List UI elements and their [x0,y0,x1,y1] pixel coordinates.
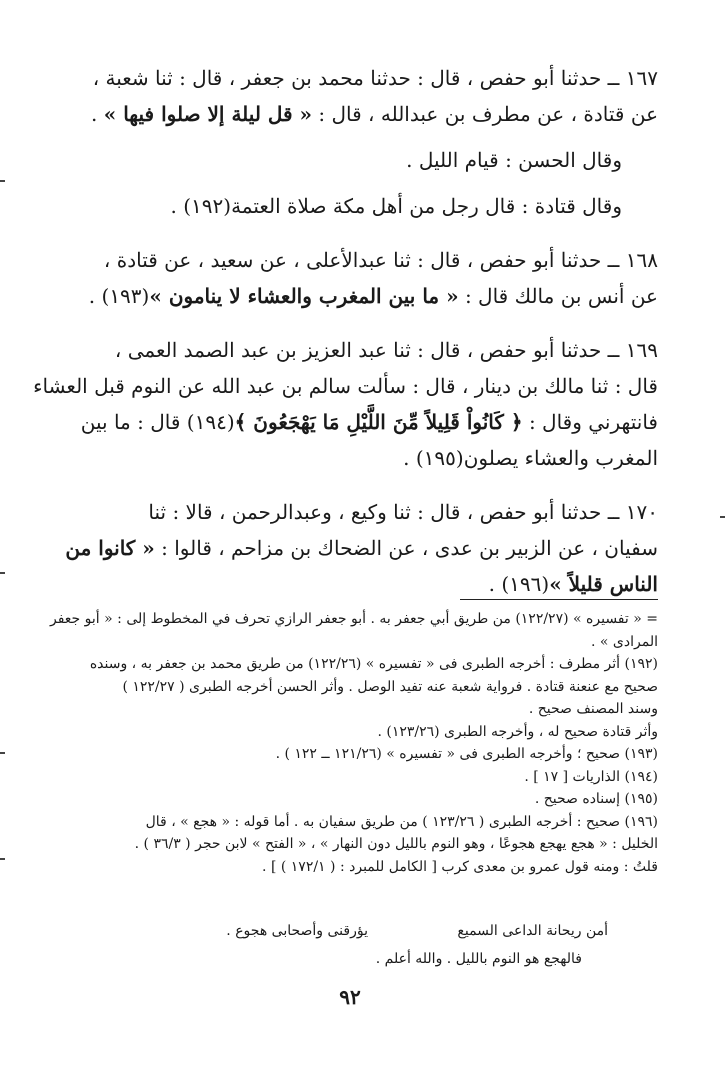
footnotes [50,608,658,878]
hadith-167-text: عن قتادة ، عن مطرف بن عبدالله ، قال : [312,102,658,126]
verse-hemistich-1: أمن ريحانة الداعى السميع [457,923,608,939]
footnote-line: (١٩٣) صحيح ؛ وأخرجه الطبرى فى « تفسيره » (١٢١/٢٦ ــ ١٢٢ ) . [275,746,658,762]
footnote-line: الخليل : « هجع يهجع هجوعًا ، وهو النوم بالليل دون النهار » ، « الفتح » لابن حجر ( ٣٦/٣ ) . [134,836,658,852]
scan-mark [0,858,5,860]
quran-verse: ﴿ كَانُواْ قَلِيلاً مِّنَ اللَّيْلِ مَا يَهْجَعُونَ ﴾ [234,410,523,434]
hadith-167-line-1: ١٦٧ ــ حدثنا أبو حفص ، قال : حدثنا محمد بن جعفر ، قال : ثنا شعبة ، [92,66,658,90]
hadith-167 [91,60,658,224]
hadith-169-cont: (١٩٤) قال : ما بين [80,410,235,434]
hadith-169-line-1: ١٦٩ ــ حدثنا أبو حفص ، قال : ثنا عبد العزيز بن عبد الصمد العمى ، [114,338,658,362]
scan-mark [720,516,725,518]
hadith-169 [33,332,658,476]
hadith-168-line-2 [88,278,658,314]
footnote-line: المرادى » . [591,633,658,650]
scan-mark [0,572,5,574]
hadith-169-line-3 [80,404,658,440]
hadith-170-text: سفيان ، عن الزبير بن عدى ، عن الضحاك بن مزاحم ، قالوا : [154,536,658,560]
hadith-170-quote-start: « كانوا من [65,536,155,560]
footnote-conclusion: فالهجع هو النوم بالليل . والله أعلم . [375,951,582,967]
hadith-170 [65,494,658,602]
hadith-167-quote: « قل ليلة إلا صلوا فيها » [103,102,313,126]
hadith-168-quote: « ما بين المغرب والعشاء لا ينامون » [149,284,459,308]
scan-mark [0,180,5,182]
footnote-line: (١٩٤) الذاريات [ ١٧ ] . [524,768,658,785]
page-number: ٩٢ [339,985,361,1009]
footnote-line: وسند المصنف صحيح . [528,701,658,717]
hadith-167-line-2 [91,96,658,132]
hadith-170-line-3 [108,566,658,602]
hadith-170-line-2 [65,530,658,566]
hadith-170-line-1: ١٧٠ ــ حدثنا أبو حفص ، قال : ثنا وكيع ، وعبدالرحمن ، قالا : ثنا [148,500,658,524]
hasan-saying: وقال الحسن : قيام الليل . [406,148,622,172]
hadith-170-end: (١٩٦) . [488,572,550,596]
hadith-169-text: فانتهرني وقال : [522,410,658,434]
scan-mark [0,752,5,754]
footnote-line: صحيح مع عنعنة قتادة . فرواية شعبة عنه تفيد الوصل . وأثر الحسن أخرجه الطبرى ( ١٢٢/٢٧ ) [122,678,658,695]
hadith-169-line-4: المغرب والعشاء يصلون(١٩٥) . [403,446,658,470]
hadith-169-line-2: قال : ثنا مالك بن دينار ، قال : سألت سالم بن عبد الله عن النوم قبل العشاء [33,374,658,398]
hadith-168-end: (١٩٣) . [88,284,150,308]
footnote-line: وأثر قتادة صحيح له ، وأخرجه الطبرى (١٢٣/٢٦) . [377,723,658,740]
hadith-170-quote-end: الناس قليلاً » [549,572,658,596]
qatada-saying: وقال قتادة : قال رجل من أهل مكة صلاة العتمة(١٩٢) . [170,194,622,218]
verse-hemistich-2: يؤرقنى وأصحابى هجوع . [226,923,368,939]
footnote-line: قلتُ : ومنه قول عمرو بن معدى كرب [ الكامل للمبرد : ( ١٧٢/١ ) ] . [262,858,658,875]
footnote-line: (١٩٥) إسناده صحيح . [534,791,658,807]
hadith-168 [88,242,658,314]
main-text [33,60,658,616]
footnote-line: (١٩٢) أثر مطرف : أخرجه الطبرى فى « تفسيره » (١٢٢/٢٦) من طريق محمد بن جعفر به ، وسنده [89,656,658,672]
footnote-line: (١٩٦) صحيح : أخرجه الطبرى ( ١٢٣/٢٦ ) من طريق سفيان به . أما قوله : « هجع » ، قال [145,813,658,830]
footnote-line: = « تفسيره » (١٢٢/٢٧) من طريق أبي جعفر به . أبو جعفر الرازي تحرف في المخطوط إلى : « أبو جعفر [50,611,658,627]
hadith-168-text: عن أنس بن مالك قال : [458,284,658,308]
hadith-168-line-1: ١٦٨ ــ حدثنا أبو حفص ، قال : ثنا عبدالأعلى ، عن سعيد ، عن قتادة ، [103,248,658,272]
footnote-separator [460,599,658,600]
hadith-167-end: . [91,102,104,126]
